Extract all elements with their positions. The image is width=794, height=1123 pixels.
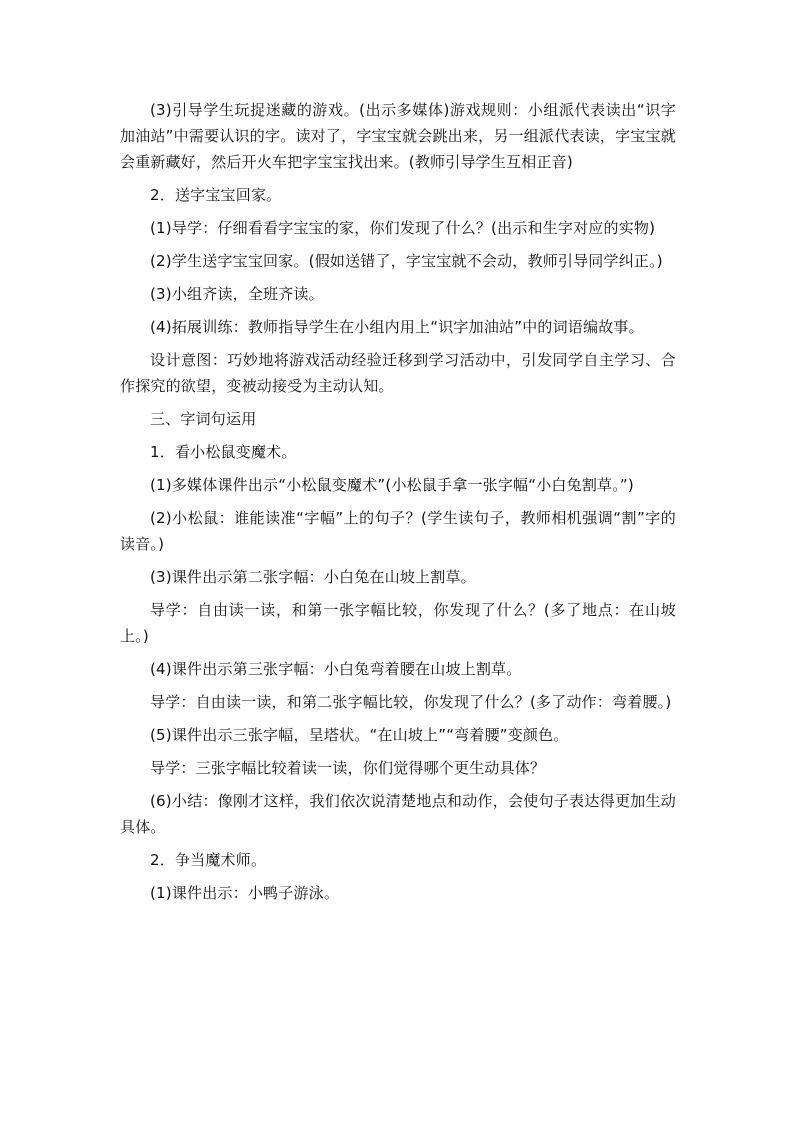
paragraph-squirrel-magic-heading: 1．看小松鼠变魔术。: [150, 443, 297, 461]
paragraph-game-hide-seek: (3)引导学生玩捉迷藏的游戏。(出示多媒体)游戏规则：小组派代表读出“识字加油站”中需要认识的字。读对了，字宝宝就会跳出来，另一组派代表读，字宝宝就会重新藏好，然后开火车把字宝宝找出来。(教师引导学生互相正音): [120, 101, 676, 171]
paragraph-duckling-swim: (1)课件出示：小鸭子游泳。: [150, 884, 340, 902]
paragraph-magician-heading: 2．争当魔术师。: [150, 851, 267, 869]
paragraph-send-home-heading: 2．送字宝宝回家。: [150, 186, 282, 204]
paragraph-second-scroll: (3)课件出示第二张字幅：小白兔在山坡上割草。: [150, 568, 476, 586]
paragraph-guide-compare-first: 导学：自由读一读，和第一张字幅比较，你发现了什么？(多了地点：在山坡上。): [120, 601, 676, 645]
paragraph-group-read: (3)小组齐读，全班齐读。: [150, 285, 324, 303]
paragraph-three-scrolls: (5)课件出示三张字幅，呈塔状。“在山坡上”“弯着腰”变颜色。: [150, 726, 569, 744]
paragraph-squirrel-question: (2)小松鼠：谁能读准“字幅”上的句子？(学生读句子，教师相机强调“割”字的读音。): [120, 509, 676, 553]
paragraph-third-scroll: (4)课件出示第三张字幅：小白兔弯着腰在山坡上割草。: [150, 660, 522, 678]
paragraph-summary: (6)小结：像刚才这样，我们依次说清楚地点和动作，会使句子表达得更加生动具体。: [120, 792, 676, 836]
paragraph-guide-observe: (1)导学：仔细看看字宝宝的家，你们发现了什么？(出示和生字对应的实物): [150, 219, 656, 237]
paragraph-courseware-squirrel: (1)多媒体课件出示“小松鼠变魔术”(小松鼠手拿一张字幅“小白兔割草。”): [150, 476, 634, 494]
paragraph-extension-training: (4)拓展训练：教师指导学生在小组内用上“识字加油站”中的词语编故事。: [150, 318, 644, 336]
section-heading-word-sentence: 三、字词句运用: [150, 410, 257, 428]
document-body: [120, 97, 676, 913]
paragraph-design-intent: 设计意图：巧妙地将游戏活动经验迁移到学习活动中，引发同学自主学习、合作探究的欲望，变被动接受为主动认知。: [120, 351, 676, 395]
paragraph-guide-compare-second: 导学：自由读一读，和第二张字幅比较，你发现了什么？(多了动作：弯着腰。): [150, 693, 672, 711]
paragraph-students-send-home: (2)学生送字宝宝回家。(假如送错了，字宝宝就不会动，教师引导同学纠正。): [150, 252, 663, 270]
paragraph-guide-compare-three: 导学：三张字幅比较着读一读，你们觉得哪个更生动具体？: [150, 759, 546, 777]
